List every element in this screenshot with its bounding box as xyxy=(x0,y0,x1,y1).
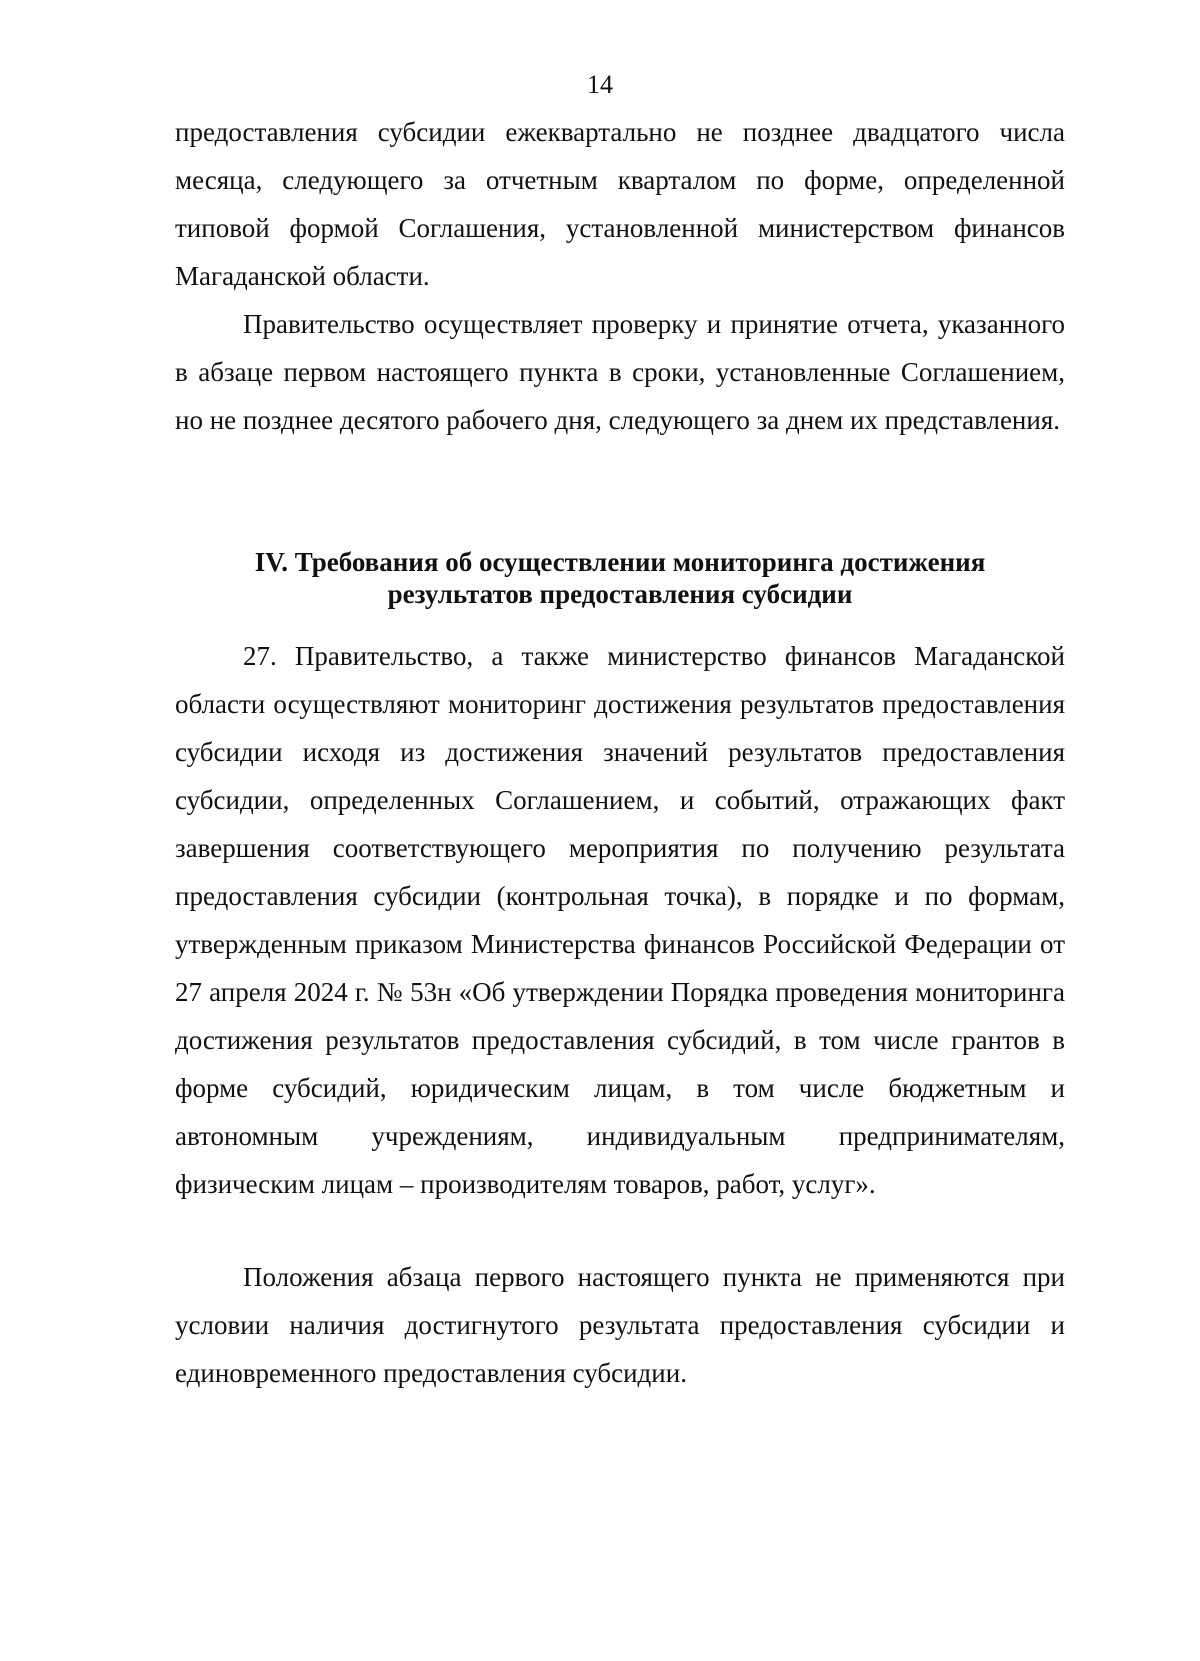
section-heading-line-1: IV. Требования об осуществлении мониторинга достижения xyxy=(254,547,986,577)
paragraph-exception: Положения абзаца первого настоящего пункта не применяются при условии наличия достигнутого результата предоставления субсидии и единовременного предоставления субсидии. xyxy=(175,1262,1065,1388)
paragraph-item-27: 27. Правительство, а также министерство финансов Магаданской области осуществляют мониторинг достижения результатов предоставления субсидии исходя из достижения значений результатов предоставления субсидии, определенных Соглашением, и событий, отражающих факт завершения соответствующего мероприятия по получению результата предоставления субсидии (контрольная точка), в порядке и по формам, утвержденным приказом Министерства финансов Российской Федерации от 27 апреля 2024 г. № 53н «Об утверждении Порядка проведения мониторинга достижения результатов предоставления субсидий, в том числе грантов в форме субсидий, юридическим лицам, в том числе бюджетным и автономным учреждениям, индивидуальным предпринимателям, физическим лицам – производителям товаров, работ, услуг». xyxy=(175,641,1065,1199)
section-heading-line-2: результатов предоставления субсидии xyxy=(387,579,853,609)
page-number: 14 xyxy=(587,70,613,99)
paragraph-report-review: Правительство осуществляет проверку и принятие отчета, указанного в абзаце первом настоящего пункта в сроки, установленные Соглашением, но не позднее десятого рабочего дня, следующего за днем их представления. xyxy=(175,309,1065,435)
paragraph-continuation: предоставления субсидии ежеквартально не позднее двадцатого числа месяца, следующего за отчетным кварталом по форме, определенной типовой формой Соглашения, установленной министерством финансов Магаданской области. xyxy=(175,117,1065,291)
section-heading xyxy=(175,546,1065,610)
